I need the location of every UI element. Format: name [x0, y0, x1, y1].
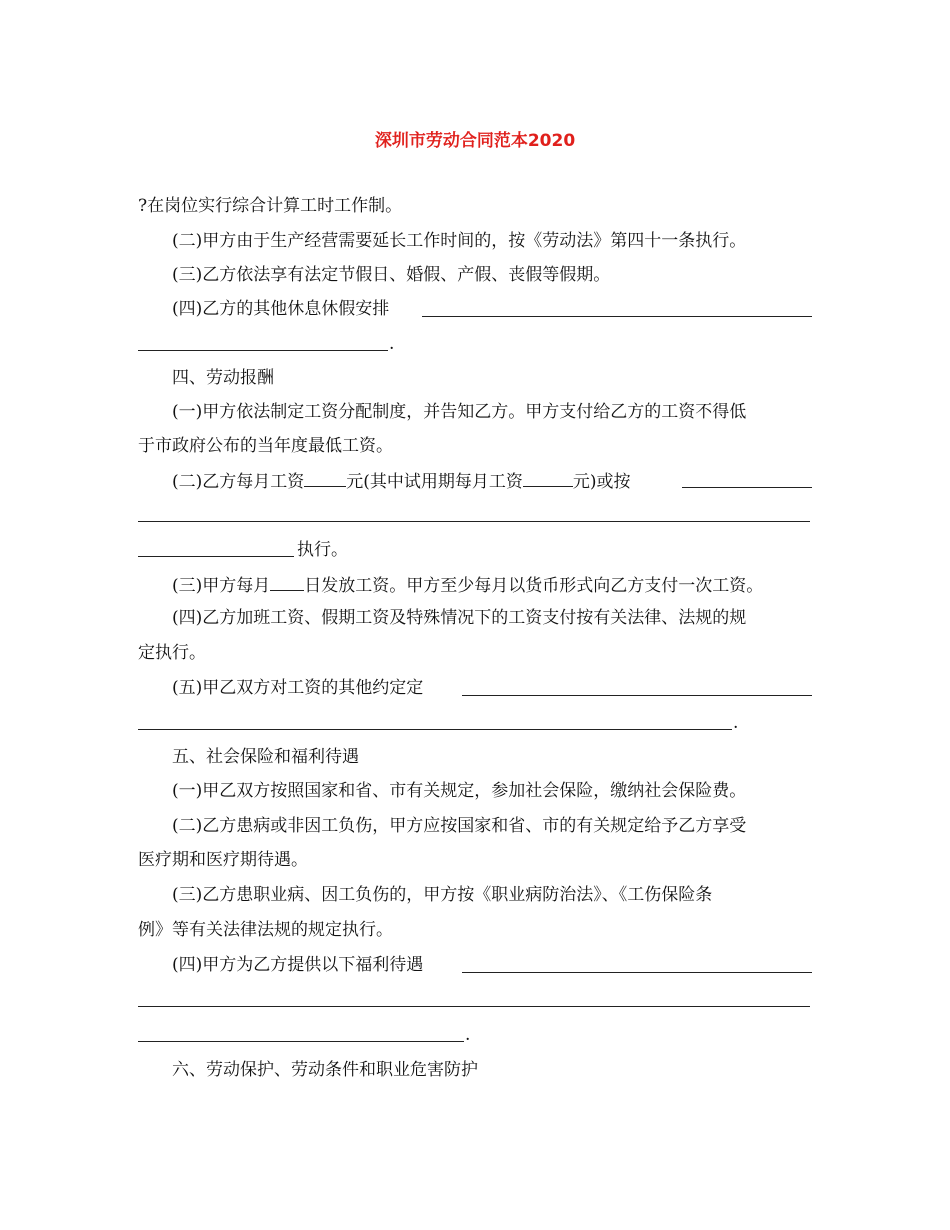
paragraph-line: (三)乙方患职业病、因工负伤的，甲方按《职业病防治法》、《工伤保险条 — [172, 885, 713, 905]
paragraph-line: ?在岗位实行综合计算工时工作制。 — [138, 196, 403, 216]
paragraph-line: (一)甲方依法制定工资分配制度，并告知乙方。甲方支付给乙方的工资不得低 — [172, 402, 747, 422]
fill-in-blank[interactable] — [138, 350, 388, 351]
paragraph-line: (四)甲方为乙方提供以下福利待遇 — [172, 955, 424, 975]
fill-in-blank[interactable] — [422, 316, 812, 317]
paragraph-line: (四)乙方的其他休息休假安排 — [172, 299, 390, 319]
fill-in-blank[interactable] — [138, 1041, 464, 1042]
text-segment: (三)甲方每月 — [172, 576, 271, 596]
paragraph-line: 执行。 — [297, 540, 348, 560]
fill-in-blank[interactable] — [138, 521, 810, 522]
fill-in-blank[interactable] — [462, 695, 812, 696]
paragraph-line: 例》等有关法律法规的规定执行。 — [138, 920, 393, 940]
paragraph-line: (二)乙方患病或非因工负伤，甲方应按国家和省、市的有关规定给予乙方享受 — [172, 816, 747, 836]
paragraph-line: 于市政府公布的当年度最低工资。 — [138, 436, 393, 456]
text-segment: 元(其中试用期每月工资 — [346, 472, 523, 492]
paragraph-line: (五)甲乙双方对工资的其他约定定 — [172, 678, 424, 698]
section-heading: 五、社会保险和福利待遇 — [172, 747, 359, 767]
document-title: 深圳市劳动合同范本2020 — [374, 131, 576, 151]
fill-in-blank[interactable] — [138, 729, 732, 730]
paragraph-line: (三)乙方依法享有法定节假日、婚假、产假、丧假等假期。 — [172, 265, 611, 285]
text-segment: 日发放工资。甲方至少每月以货币形式向乙方支付一次工资。 — [304, 576, 764, 596]
fill-in-blank[interactable] — [270, 574, 304, 591]
fill-in-blank[interactable] — [304, 470, 346, 487]
period-mark: . — [733, 713, 739, 733]
text-segment: 元)或按 — [572, 472, 631, 492]
fill-in-blank[interactable] — [138, 556, 294, 557]
paragraph-line: 定执行。 — [138, 643, 206, 663]
text-segment: (二)乙方每月工资 — [172, 472, 305, 492]
period-mark: . — [465, 1025, 471, 1045]
section-heading: 六、劳动保护、劳动条件和职业危害防护 — [172, 1060, 478, 1080]
paragraph-line: (四)乙方加班工资、假期工资及特殊情况下的工资支付按有关法律、法规的规 — [172, 608, 747, 628]
paragraph-line: (一)甲乙双方按照国家和省、市有关规定，参加社会保险，缴纳社会保险费。 — [172, 781, 747, 801]
fill-in-blank[interactable] — [138, 1006, 810, 1007]
fill-in-blank[interactable] — [523, 470, 573, 487]
paragraph-line — [172, 470, 631, 492]
section-heading: 四、劳动报酬 — [172, 368, 274, 388]
paragraph-line: (二)甲方由于生产经营需要延长工作时间的，按《劳动法》第四十一条执行。 — [172, 231, 747, 251]
period-mark: . — [389, 334, 395, 354]
paragraph-line — [172, 574, 763, 596]
paragraph-line: 医疗期和医疗期待遇。 — [138, 850, 308, 870]
fill-in-blank[interactable] — [682, 487, 812, 488]
fill-in-blank[interactable] — [462, 972, 812, 973]
